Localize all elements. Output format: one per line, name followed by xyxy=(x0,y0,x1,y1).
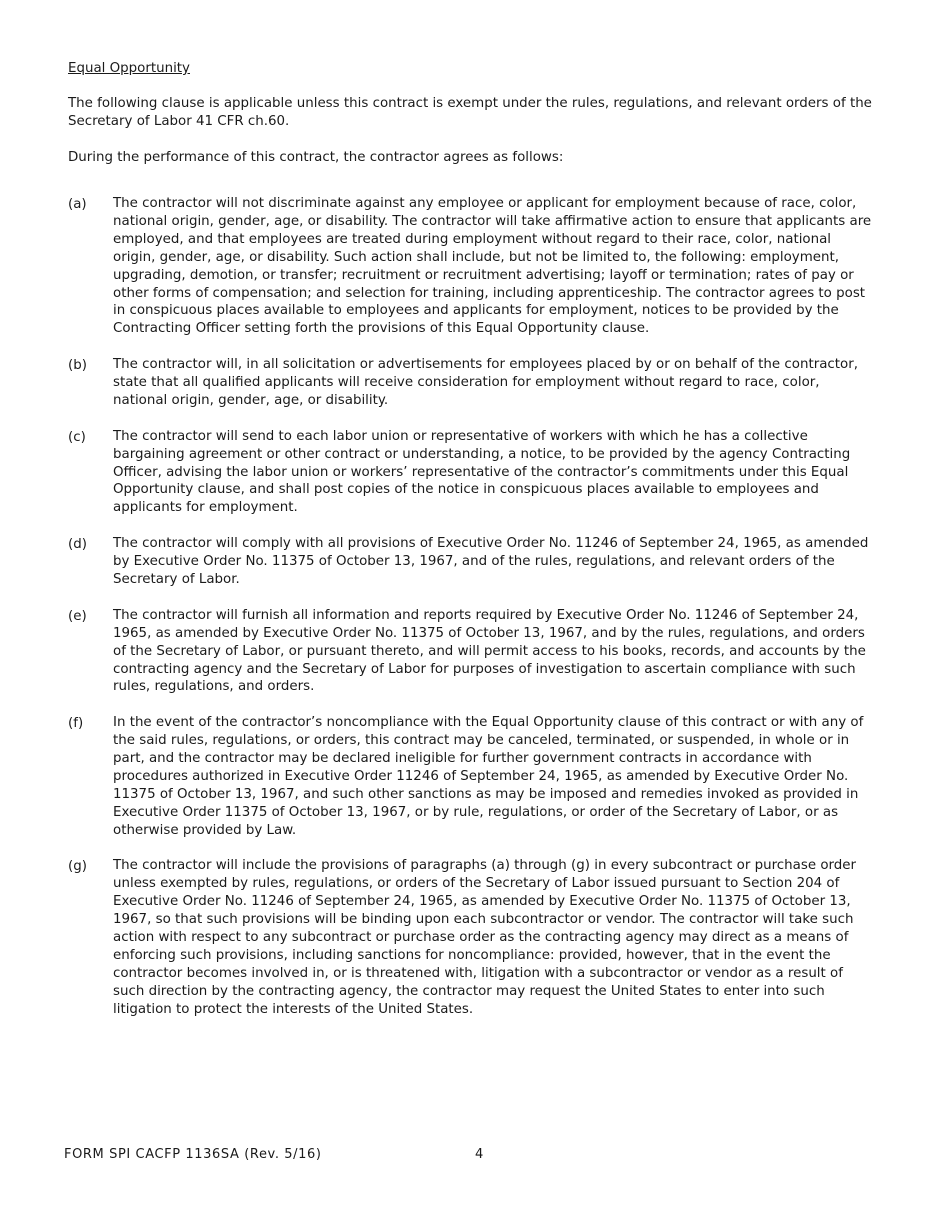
clause-label: (b) xyxy=(68,358,87,374)
clause-a xyxy=(68,195,876,338)
clause-list xyxy=(68,195,876,1036)
clause-f xyxy=(68,714,876,839)
clause-text: The contractor will send to each labor union or representative of workers with which he has a collective bargaining agreement or other contract or understanding, a notice, to be provided by the agency Contracting Officer, advising the labor union or workers’ representative of the contractor’s commitments under this Equal Opportunity clause, and shall post copies of the notice in conspicuous places available to employees and applicants for employment. xyxy=(113,428,851,516)
clause-label: (f) xyxy=(68,716,84,732)
clause-text: The contractor will not discriminate against any employee or applicant for employment because of race, color, national origin, gender, age, or disability. The contractor will take affirmative action to ensure that applicants are employed, and that employees are treated during employment without regard to their race, color, national origin, gender, age, or disability. Such action shall include, but not be limited to, the following: employment, upgrading, demotion, or transfer; recruitment or recruitment advertising; layoff or termination; rates of pay or other forms of compensation; and selection for training, including apprenticeship. The contractor agrees to post in conspicuous places available to employees and applicants for employment, notices to be provided by the Contracting Officer setting forth the provisions of this Equal Opportunity clause. xyxy=(113,196,872,337)
clause-label: (a) xyxy=(68,197,87,212)
clause-b xyxy=(68,356,876,410)
clause-c xyxy=(68,428,876,518)
clause-e xyxy=(68,607,876,697)
clause-d xyxy=(68,535,876,589)
page-title: Equal Opportunity xyxy=(68,61,190,76)
clause-text: In the event of the contractor’s noncompliance with the Equal Opportunity clause of this contract or with any of the said rules, regulations, or orders, this contract may be canceled, terminated, or suspended, in whole or in part, and the contractor may be declared ineligible for further government contracts in accordance with procedures authorized in Executive Order 11246 of September 24, 1965, as amended by Executive Order No. 11375 of October 13, 1967, and such other sanctions as may be imposed and remedies invoked as provided in Executive Order 11375 of October 13, 1967, or by rule, regulations, or order of the Secretary of Labor, or as otherwise provided by Law. xyxy=(113,715,864,838)
footer-form-id: FORM SPI CACFP 1136SA (Rev. 5/16) xyxy=(64,1147,322,1162)
clause-label: (e) xyxy=(68,608,87,624)
clause-text: The contractor will include the provisions of paragraphs (a) through (g) in every subcontract or purchase order unless exempted by rules, regulations, or orders of the Secretary of Labor issued pursuant to Section 204 of Executive Order No. 11246 of September 24, 1965, as amended by Executive Order No. 11375 of October 13, 1967, so that such provisions will be binding upon each subcontractor or vendor. The contractor will take such action with respect to any subcontract or purchase order as the contracting agency may direct as a means of enforcing such provisions, including sanctions for noncompliance: provided, however, that in the event the contractor becomes involved in, or is threatened with, litigation with a subcontractor or vendor as a result of such direction by the contracting agency, the contractor may request the United States to enter into such litigation to protect the interests of the United States. xyxy=(113,858,857,1017)
footer-page-number: 4 xyxy=(475,1147,484,1162)
clause-label: (g) xyxy=(68,859,87,875)
clause-label: (d) xyxy=(68,537,87,553)
clause-g xyxy=(68,857,876,1018)
clause-text: The contractor will comply with all provisions of Executive Order No. 11246 of September 24, 1965, as amended by Executive Order No. 11375 of October 13, 1967, and of the rules, regulations, and relevant orders of the Secretary of Labor. xyxy=(113,536,869,587)
intro-paragraph: The following clause is applicable unless this contract is exempt under the rules, regulations, and relevant orders of the Secretary of Labor 41 CFR ch.60. xyxy=(68,96,872,129)
clause-label: (c) xyxy=(68,429,86,445)
lead-paragraph: During the performance of this contract, the contractor agrees as follows: xyxy=(68,150,564,165)
clause-text: The contractor will furnish all information and reports required by Executive Order No. 11246 of September 24, 1965, as amended by Executive Order No. 11375 of October 13, 1967, and by the rules, regulations, and orders of the Secretary of Labor, or pursuant thereto, and will permit access to his books, records, and accounts by the contracting agency and the Secretary of Labor for purposes of investigation to ascertain compliance with such rules, regulations, and orders. xyxy=(113,607,866,695)
clause-text: The contractor will, in all solicitation or advertisements for employees placed by or on behalf of the contractor, state that all qualified applicants will receive consideration for employment without regard to race, color, national origin, gender, age, or disability. xyxy=(113,357,858,408)
